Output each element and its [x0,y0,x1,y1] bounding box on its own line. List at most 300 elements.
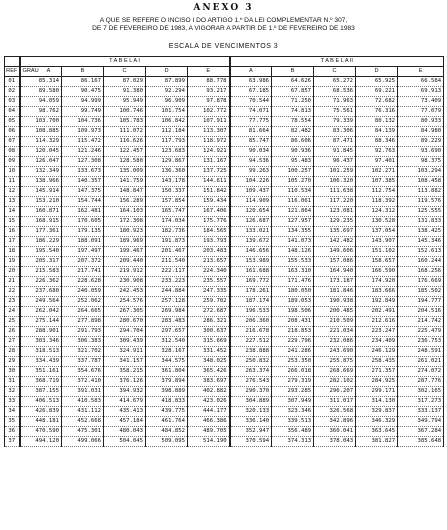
value-cell: 241.286 [272,347,314,357]
value-cell: 94.999 [62,97,104,107]
value-cell: 284.925 [356,377,398,387]
value-cell: 233.223 [146,277,188,287]
value-cell: 234.409 [356,337,398,347]
value-cell: 88.778 [188,77,230,87]
value-cell: 339.513 [272,417,314,427]
value-cell: 394.932 [104,387,146,397]
value-cell: 346.329 [356,417,398,427]
value-cell: 139.672 [230,237,272,247]
value-cell: 145.346 [398,237,444,247]
scale-title: ESCALA DE VENCIMENTOS 3 [168,43,279,50]
value-cell: 193.793 [188,237,230,247]
value-cell: 410.583 [62,397,104,407]
value-cell: 147.375 [62,187,104,197]
value-cell: 160.871 [20,207,62,217]
value-cell: 172.308 [104,217,146,227]
value-cell: 368.719 [20,377,62,387]
value-cell: 124.921 [188,147,230,157]
value-cell: 367.284 [398,427,444,437]
table-row [5,267,444,277]
value-cell: 102.271 [356,167,398,177]
ref-cell: 24 [5,307,20,317]
heading-line-1: A QUE SE REFERE O INCISO I DO ARTIGO 1.º DA LEI COMPLEMENTAR N.º 307, [99,17,348,24]
value-cell: 387.155 [20,387,62,397]
value-cell: 109.973 [62,127,104,137]
value-cell: 138.966 [20,177,62,187]
value-cell: 98.762 [20,107,62,117]
value-cell: 137.054 [356,227,398,237]
value-cell: 87.899 [146,77,188,87]
value-cell: 156.289 [104,197,146,207]
value-cell: 95.949 [104,97,146,107]
ref-cell: 33 [5,397,20,407]
value-cell: 214.742 [398,317,444,327]
value-cell: 236.753 [398,337,444,347]
grade-header-t1-e: E [188,67,230,77]
value-cell: 435.413 [104,407,146,417]
value-cell: 247.335 [188,287,230,297]
value-cell: 196.533 [230,307,272,317]
value-cell: 100.746 [104,107,146,117]
value-cell: 94.536 [230,157,272,167]
value-cell: 87.471 [314,137,356,147]
value-cell: 104.736 [62,117,104,127]
value-cell: 211.540 [146,257,188,267]
table-row [5,437,444,447]
value-cell: 423.026 [188,397,230,407]
value-cell: 103.294 [398,167,444,177]
value-cell: 111.638 [314,187,356,197]
value-cell: 90.475 [62,87,104,97]
value-cell: 195.540 [20,247,62,257]
value-cell: 204.516 [398,307,444,317]
value-cell: 494.120 [20,437,62,447]
table-row [5,257,444,267]
value-cell: 92.763 [356,147,398,157]
value-cell: 426.839 [20,407,62,417]
value-cell: 71.963 [314,97,356,107]
heading-line-2: DE 7 DE FEVEREIRO DE 1983, A VIGORAR A PARTIR DE 1.º DE FEVEREIRO DE 1983 [92,25,355,32]
value-cell: 363.645 [356,427,398,437]
value-cell: 110.534 [272,187,314,197]
value-cell: 138.425 [398,227,444,237]
value-cell: 307.949 [272,397,314,407]
table-row [5,117,444,127]
value-cell: 91.380 [104,87,146,97]
value-cell: 180.050 [272,287,314,297]
grau-label: GRAU [22,68,39,74]
value-cell: 143.907 [356,237,398,247]
ref-cell: 15 [5,217,20,227]
value-cell: 470.590 [20,427,62,437]
value-cell: 72.682 [356,97,398,107]
ref-cell: 04 [5,107,20,117]
value-cell: 291.793 [62,327,104,337]
value-cell: 114.329 [20,137,62,147]
value-cell: 484.852 [146,427,188,437]
value-cell: 171.476 [272,277,314,287]
value-cell: 253.350 [272,357,314,367]
value-cell: 328.167 [146,347,188,357]
value-cell: 99.263 [230,167,272,177]
value-cell: 86.167 [62,77,104,87]
value-cell: 65.925 [356,77,398,87]
value-cell: 240.059 [62,287,104,297]
ref-cell: 32 [5,387,20,397]
value-cell: 293.285 [272,387,314,397]
table-row [5,307,444,317]
value-cell: 235.557 [188,277,230,287]
table-row [5,357,444,367]
value-cell: 103.700 [20,117,62,127]
value-cell: 114.909 [230,197,272,207]
value-cell: 258.435 [356,357,398,367]
value-cell: 244.884 [146,287,188,297]
value-cell: 93.217 [188,87,230,97]
table-row [5,207,444,217]
value-cell: 277.898 [62,317,104,327]
value-cell: 69.913 [398,87,444,97]
value-cell: 312.540 [146,337,188,347]
value-cell: 229.796 [272,337,314,347]
value-cell: 385.648 [398,437,444,447]
value-cell: 223.247 [356,327,398,337]
value-cell: 210.509 [314,317,356,327]
value-cell: 127.957 [272,217,314,227]
table-body [5,77,444,447]
value-cell: 170.605 [62,217,104,227]
value-cell: 282.102 [314,377,356,387]
value-cell: 318.513 [20,347,62,357]
value-cell: 189.969 [104,237,146,247]
table-row [5,327,444,337]
value-cell: 100.257 [272,167,314,177]
ref-cell: 02 [5,87,20,97]
value-cell: 161.688 [230,267,272,277]
value-cell: 243.690 [314,347,356,357]
value-cell: 356.489 [272,427,314,437]
value-cell: 155.533 [272,257,314,267]
value-cell: 84.139 [356,127,398,137]
value-cell: 169.772 [230,277,272,287]
table-row [5,417,444,427]
value-cell: 248.591 [398,347,444,357]
table-grade-header-row [5,67,444,77]
value-cell: 107.911 [188,117,230,127]
value-cell: 184.565 [188,227,230,237]
value-cell: 274.072 [398,367,444,377]
value-cell: 321.702 [62,347,104,357]
value-cell: 174.920 [356,277,398,287]
value-cell: 354.676 [62,367,104,377]
value-cell: 93.690 [398,147,444,157]
ref-cell: 14 [5,207,20,217]
value-cell: 286.321 [188,317,230,327]
annex-title: ANEXO 3 [193,3,254,13]
value-cell: 418.833 [146,397,188,407]
tabela-1-header: T A B E L A I [20,57,230,67]
value-cell: 225.479 [398,327,444,337]
value-cell: 142.482 [314,237,356,247]
value-cell: 326.568 [314,407,356,417]
value-cell: 262.042 [20,307,62,317]
value-cell: 267.305 [104,307,146,317]
value-cell: 344.575 [146,357,188,367]
value-cell: 118.972 [188,137,230,147]
value-cell: 108.458 [398,177,444,187]
value-cell: 74.071 [230,107,272,117]
value-cell: 202.491 [356,307,398,317]
table-row [5,247,444,257]
value-cell: 263.374 [230,367,272,377]
table-row [5,407,444,417]
value-cell: 334.439 [20,357,62,367]
value-cell: 128.580 [104,157,146,167]
ref-cell: 34 [5,407,20,417]
value-cell: 197.497 [62,247,104,257]
grade-header-t2-b: B [272,67,314,77]
value-cell: 102.772 [188,107,230,117]
ref-cell: 37 [5,437,20,447]
ref-cell: 17 [5,237,20,247]
value-cell: 87.029 [104,77,146,87]
value-cell: 112.184 [146,127,188,137]
value-cell: 365.426 [188,367,230,377]
value-cell: 349.794 [398,417,444,427]
value-cell: 157.086 [314,257,356,267]
value-cell: 101.259 [314,167,356,177]
value-cell: 115.472 [62,137,104,147]
value-cell: 73.409 [398,97,444,107]
ref-cell: 18 [5,247,20,257]
value-cell: 90.936 [272,147,314,157]
value-cell: 379.894 [146,377,188,387]
salary-table [4,56,444,447]
value-cell: 314.130 [356,397,398,407]
value-cell: 130.528 [356,217,398,227]
value-cell: 348.025 [188,357,230,367]
value-cell: 352.947 [230,427,272,437]
value-cell: 148.126 [272,247,314,257]
value-cell: 137.725 [188,167,230,177]
table-row [5,397,444,407]
value-cell: 126.047 [20,157,62,167]
value-cell: 101.754 [146,107,188,117]
value-cell: 237.680 [20,287,62,297]
value-cell: 67.185 [230,87,272,97]
table-row [5,167,444,177]
table-row [5,227,444,237]
ref-cell: 36 [5,427,20,437]
table-row [5,427,444,437]
value-cell: 341.157 [104,357,146,367]
value-cell: 168.256 [398,267,444,277]
value-cell: 294.704 [104,327,146,337]
value-cell: 333.137 [398,407,444,417]
value-cell: 444.177 [188,407,230,417]
value-cell: 264.665 [62,307,104,317]
value-cell: 323.346 [272,407,314,417]
ref-cell: 08 [5,147,20,157]
value-cell: 296.207 [314,387,356,397]
table-row [5,387,444,397]
value-cell: 125.555 [398,207,444,217]
value-cell: 185.502 [398,287,444,297]
value-cell: 89.580 [20,87,62,97]
value-cell: 80.132 [356,117,398,127]
value-cell: 361.804 [146,367,188,377]
value-cell: 288.901 [20,327,62,337]
ref-cell: 26 [5,327,20,337]
ref-cell: 10 [5,167,20,177]
value-cell: 383.697 [188,377,230,387]
value-cell: 124.312 [356,207,398,217]
value-cell: 192.849 [356,297,398,307]
ref-cell: 16 [5,227,20,237]
value-cell: 191.873 [146,237,188,247]
table-row [5,77,444,87]
value-cell: 230.908 [104,277,146,287]
value-cell: 269.984 [146,307,188,317]
table-group-header-row [5,57,444,67]
value-cell: 179.135 [62,227,104,237]
grade-header-t1-c: C [104,67,146,77]
value-cell: 376.126 [104,377,146,387]
value-cell: 144.611 [188,177,230,187]
value-cell: 227.512 [230,337,272,347]
value-cell: 205.317 [20,257,62,267]
value-cell: 122.457 [104,147,146,157]
value-cell: 303.346 [20,337,62,347]
value-cell: 466.386 [188,417,230,427]
value-cell: 164.940 [314,267,356,277]
value-cell: 226.362 [20,277,62,287]
value-cell: 173.187 [314,277,356,287]
ref-cell: 20 [5,267,20,277]
table-row [5,367,444,377]
value-cell: 71.250 [272,97,314,107]
value-cell: 509.095 [146,437,188,447]
value-cell: 135.009 [104,167,146,177]
value-cell: 76.316 [356,107,398,117]
value-cell: 439.775 [146,407,188,417]
value-cell: 116.626 [104,137,146,147]
table-row [5,297,444,307]
value-cell: 218.853 [272,327,314,337]
ref-cell: 13 [5,197,20,207]
value-cell: 74.813 [272,107,314,117]
value-cell: 337.787 [62,357,104,367]
value-cell: 141.759 [104,177,146,187]
tabela-2-header: T A B E L A II [230,57,444,67]
value-cell: 175.776 [188,217,230,227]
value-cell: 65.272 [314,77,356,87]
value-cell: 95.483 [272,157,314,167]
value-cell: 80.933 [398,117,444,127]
value-cell: 461.764 [146,417,188,427]
value-cell: 271.357 [356,367,398,377]
grade-letter: A [46,68,51,74]
value-cell: 178.261 [230,287,272,297]
value-cell: 374.313 [272,437,314,447]
value-cell: 228.628 [62,277,104,287]
value-cell: 246.129 [356,347,398,357]
value-cell: 317.273 [398,397,444,407]
table-row [5,377,444,387]
value-cell: 217.741 [62,267,104,277]
table-row [5,147,444,157]
value-cell: 129.235 [314,217,356,227]
value-cell: 180.923 [104,227,146,237]
value-cell: 107.385 [356,177,398,187]
value-cell: 194.777 [398,297,444,307]
value-cell: 105.270 [272,177,314,187]
value-cell: 331.452 [188,347,230,357]
value-cell: 188.091 [62,237,104,247]
grade-header-t2-d: D [356,67,398,77]
value-cell: 213.657 [188,257,230,267]
value-cell: 336.140 [230,417,272,427]
ref-cell: 19 [5,257,20,267]
value-cell: 257.128 [146,297,188,307]
value-cell: 127.308 [62,157,104,167]
value-cell: 448.181 [20,417,62,427]
value-cell: 200.485 [314,307,356,317]
value-cell: 299.171 [356,387,398,397]
value-cell: 199.467 [104,247,146,257]
value-cell: 119.576 [398,197,444,207]
value-cell: 207.372 [62,257,104,267]
value-cell: 64.626 [272,77,314,87]
table-row [5,87,444,97]
value-cell: 504.045 [104,437,146,447]
value-cell: 370.594 [230,437,272,447]
table-row [5,157,444,167]
value-cell: 280.670 [104,317,146,327]
value-cell: 83.306 [314,127,356,137]
value-cell: 250.832 [230,357,272,367]
value-cell: 82.482 [272,127,314,137]
value-cell: 183.666 [356,287,398,297]
value-cell: 329.837 [356,407,398,417]
ref-cell: 31 [5,377,20,387]
ref-cell: 12 [5,187,20,197]
value-cell: 67.857 [272,87,314,97]
value-cell: 158.657 [356,257,398,267]
value-cell: 360.041 [314,427,356,437]
value-cell: 391.031 [62,387,104,397]
value-cell: 306.383 [62,337,104,347]
table-row [5,217,444,227]
value-cell: 351.161 [20,367,62,377]
value-cell: 378.043 [314,437,356,447]
value-cell: 98.375 [398,157,444,167]
value-cell: 120.045 [20,147,62,157]
value-cell: 189.053 [272,297,314,307]
value-cell: 168.915 [20,217,62,227]
value-cell: 475.301 [62,427,104,437]
value-cell: 232.086 [314,337,356,347]
value-cell: 358.215 [104,367,146,377]
ref-cell: 01 [5,77,20,87]
value-cell: 190.938 [314,297,356,307]
value-cell: 117.793 [146,137,188,147]
value-cell: 186.229 [20,237,62,247]
value-cell: 300.637 [188,327,230,337]
value-cell: 109.437 [230,187,272,197]
value-cell: 92.294 [146,87,188,97]
ref-cell: 25 [5,317,20,327]
